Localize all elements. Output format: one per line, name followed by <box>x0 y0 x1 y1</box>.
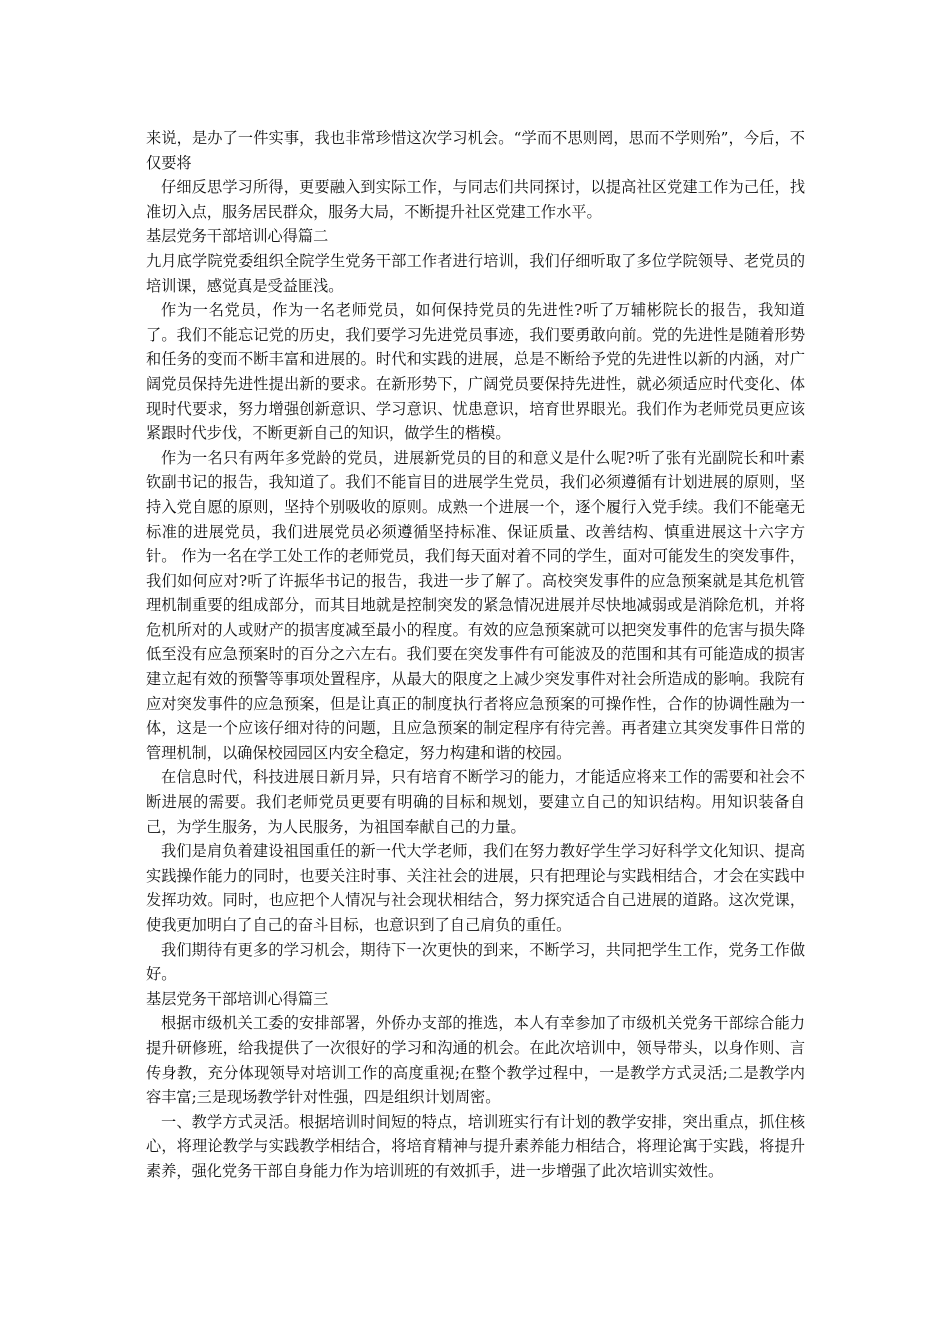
paragraph-training-arrangement: 根据市级机关工委的安排部署，外侨办支部的推选，本人有幸参加了市级机关党务干部综合能力提升研修班，给我提供了一次很好的学习和沟通的机会。在此次培训中，领导带头，以身作则、言传身教，充分体现领导对培训工作的高度重视;在整个教学过程中，一是教学方式灵活;二是教学内容丰富;三是现场教学针对性强，四是组织计划周密。 <box>146 1014 805 1107</box>
paragraph-training-intro: 九月底学院党委组织全院学生党务干部工作者进行培训，我们仔细听取了多位学院领导、老党员的培训课，感觉真是受益匪浅。 <box>146 251 805 295</box>
paragraph-party-advanced-nature: 作为一名党员，作为一名老师党员，如何保持党员的先进性?听了万辅彬院长的报告，我知道了。我们不能忘记党的历史，我们要学习先进党员事迹，我们要勇敢向前。党的先进性是随着形势和任务的变而不断丰富和进展的。时代和实践的进展，总是不断给予党的先进性以新的内涵，对广阔党员保持先进性提出新的要求。在新形势下，广阔党员要保持先进性，就必须适应时代变化、体现时代要求，努力增强创新意识、学习意识、忧患意识，培育世界眼光。我们作为老师党员更应该紧跟时代步伐，不断更新自己的知识，做学生的楷模。 <box>146 301 805 443</box>
paragraph-responsibility: 我们是肩负着建设祖国重任的新一代大学老师，我们在努力教好学生学习好科学文化知识、提高实践操作能力的同时，也要关注时事、关注社会的进展，只有把理论与实践相结合，才会在实践中发挥功效。同时，也应把个人情况与社会现状相结合，努力探究适合自己进展的道路。这次党课，使我更加明白了自己的奋斗目标，也意识到了自己肩负的重任。 <box>146 842 805 934</box>
paragraph-new-members-and-emergency: 作为一名只有两年多党龄的党员，进展新党员的目的和意义是什么呢?听了张有光副院长和叶素钦副书记的报告，我知道了。我们不能盲目的进展学生党员，我们必须遵循有计划进展的原则，坚持入党自愿的原则，坚持个别吸收的原则。成熟一个进展一个，逐个履行入党手续。我们不能毫无标准的进展党员，我们进展党员必须遵循坚持标准、保证质量、改善结构、慎重进展这十六字方针。 作为一名在学工处工作的老师党员，我们每天面对着不同的学生，面对可能发生的突发事件，我们如何应对?听了许振华书记的报告，我进一步了解了。高校突发事件的应急预案就是其危机管理机制重要的组成部分，而其目地就是控制突发的紧急情况进展并尽快地减弱或是消除危机，并将危机所对的人或财产的损害度减至最小的程度。有效的应急预案就可以把突发事件的危害与损失降低至没有应急预案时的百分之六左右。我们要在突发事件有可能波及的范围和其有可能造成的损害建立起有效的预警等事项处置程序，从最大的限度之上减少突发事件对社会所造成的影响。我院有应对突发事件的应急预案，但是让真正的制度执行者将应急预案的可操作性，合作的协调性融为一体，这是一个应该仔细对待的问题，且应急预案的制定程序有待完善。再者建立其突发事件日常的管理机制，以确保校园园区内安全稳定，努力构建和谐的校园。 <box>146 448 805 762</box>
document-page <box>146 126 805 1184</box>
paragraph-teaching-method: 一、教学方式灵活。根据培训时间短的特点，培训班实行有计划的教学安排，突出重点，抓住核心，将理论教学与实践教学相结合，将培育精神与提升素养能力相结合，将理论寓于实践，将提升素养，强化党务干部自身能力作为培训班的有效抓手，进一步增强了此次培训实效性。 <box>146 1112 805 1180</box>
section-heading-part-two: 基层党务干部培训心得篇二 <box>146 227 329 246</box>
paragraph-expectation: 我们期待有更多的学习机会，期待下一次更快的到来，不断学习，共同把学生工作，党务工作做好。 <box>146 940 805 984</box>
section-heading-part-three: 基层党务干部培训心得篇三 <box>146 989 329 1008</box>
paragraph-reflection: 仔细反思学习所得，更要融入到实际工作，与同志们共同探讨，以提高社区党建工作为己任，找准切入点，服务居民群众，服务大局，不断提升社区党建工作水平。 <box>146 178 805 221</box>
paragraph-information-age: 在信息时代，科技进展日新月异，只有培育不断学习的能力，才能适应将来工作的需要和社会不断进展的需要。我们老师党员更要有明确的目标和规划，要建立自己的知识结构。用知识装备自己，为学生服务，为人民服务，为祖国奉献自己的力量。 <box>146 768 805 836</box>
paragraph-continuation: 来说，是办了一件实事，我也非常珍惜这次学习机会。“学而不思则罔，思而不学则殆”，今后，不仅要将 <box>146 129 805 172</box>
